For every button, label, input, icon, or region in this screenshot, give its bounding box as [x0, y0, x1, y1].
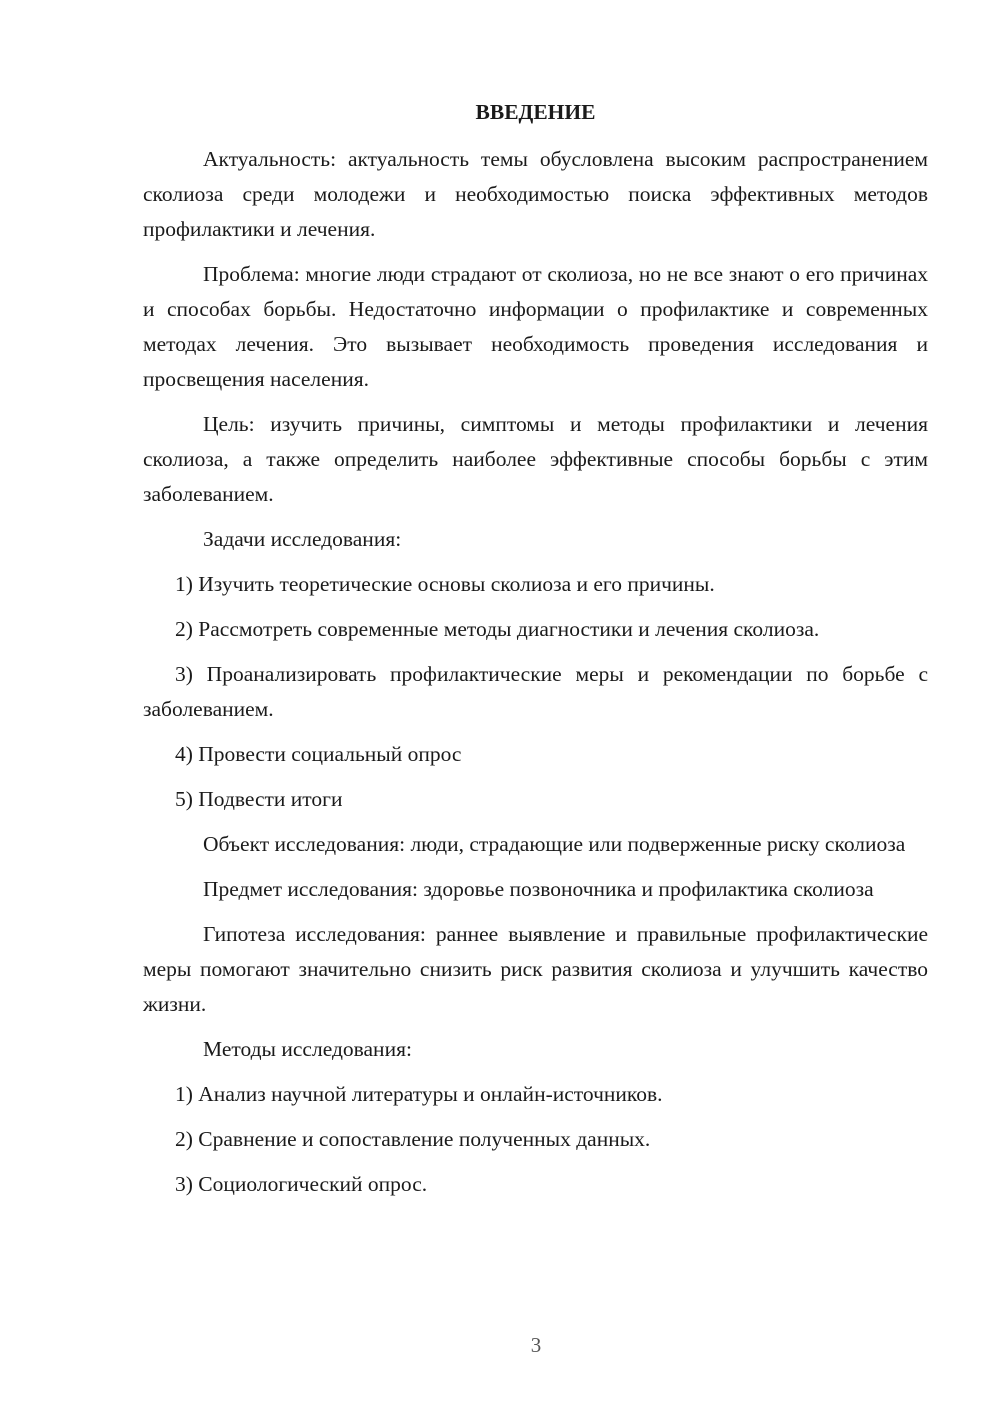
paragraph-tasks-heading: Задачи исследования: [203, 527, 402, 551]
method-item-2: 2) Сравнение и сопоставление полученных данных. [175, 1127, 651, 1151]
section-title: ВВЕДЕНИЕ [475, 100, 596, 124]
paragraph-goal: Цель: изучить причины, симптомы и методы профилактики и лечения сколиоза, а также определить наиболее эффективные способы борьбы с этим заболеванием. [143, 412, 928, 506]
paragraph-hypothesis: Гипотеза исследования: раннее выявление и правильные профилактические меры помогают значительно снизить риск развития сколиоза и улучшить качество жизни. [143, 922, 928, 1016]
task-item-5: 5) Подвести итоги [175, 787, 343, 811]
document-body [143, 95, 928, 1212]
method-item-1: 1) Анализ научной литературы и онлайн-источников. [175, 1082, 663, 1106]
paragraph-subject: Предмет исследования: здоровье позвоночника и профилактика сколиоза [203, 877, 874, 901]
paragraph-relevance: Актуальность: актуальность темы обусловлена высоким распространением сколиоза среди молодежи и необходимостью поиска эффективных методов профилактики и лечения. [143, 147, 928, 241]
method-item-3: 3) Социологический опрос. [175, 1172, 428, 1196]
paragraph-problem: Проблема: многие люди страдают от сколиоза, но не все знают о его причинах и способах борьбы. Недостаточно информации о профилактике и современных методах лечения. Это вызывает необходимость проведения исследования и просвещения населения. [143, 262, 928, 391]
page-number: 3 [530, 1333, 542, 1357]
task-item-3: 3) Проанализировать профилактические меры и рекомендации по борьбе с заболеванием. [143, 662, 928, 721]
task-item-2: 2) Рассмотреть современные методы диагностики и лечения сколиоза. [175, 617, 820, 641]
task-item-4: 4) Провести социальный опрос [175, 742, 462, 766]
paragraph-methods-heading: Методы исследования: [203, 1037, 412, 1061]
paragraph-object: Объект исследования: люди, страдающие или подверженные риску сколиоза [203, 832, 906, 856]
task-item-1: 1) Изучить теоретические основы сколиоза и его причины. [175, 572, 715, 596]
